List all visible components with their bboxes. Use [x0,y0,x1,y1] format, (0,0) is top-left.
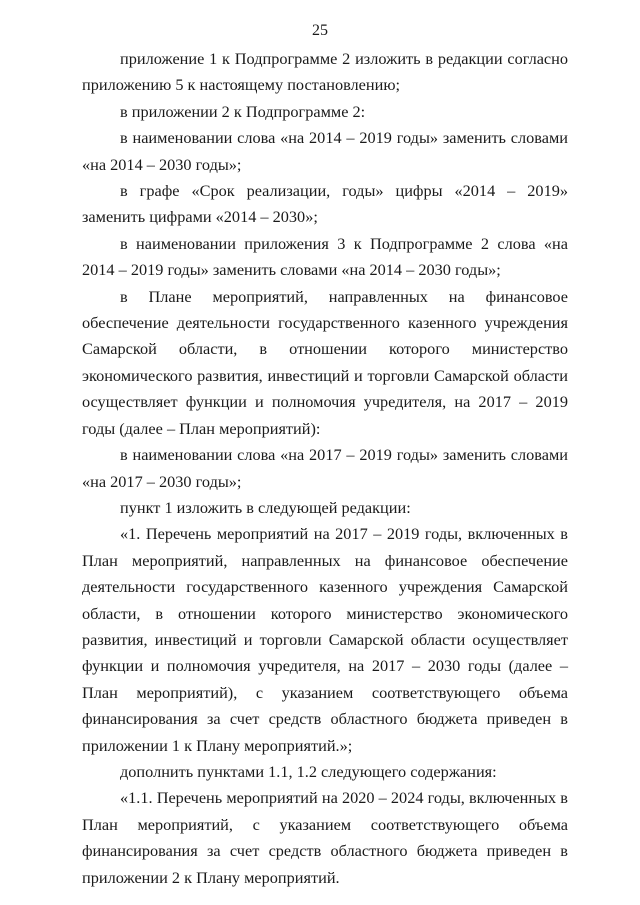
paragraph-item-1-text: «1. Перечень мероприятий на 2017 – 2019 годы, включенных в План мероприятий, направленных на финансовое обеспечение деятельности государственного казенного учреждения Самарской области, в отношении которого министерство экономического развития, инвестиций и торговли Самарской области осуществляет функции и полномочия учредителя, на 2017 – 2030 годы (далее – План мероприятий), с указанием соответствующего объема финансирования за счет средств областного бюджета приведен в приложении 1 к Плану мероприятий.»; [82,524,568,755]
paragraph-appendix-1: приложение 1 к Подпрограмме 2 изложить в редакции согласно приложению 5 к настоящему постановлению; [82,49,568,95]
paragraph-item-1-intro: пункт 1 изложить в следующей редакции: [120,497,411,517]
paragraph-title-years: в наименовании слова «на 2014 – 2019 годы» заменить словами «на 2014 – 2030 годы»; [82,128,568,174]
paragraph-appendix-2-heading: в приложении 2 к Подпрограмме 2: [120,101,366,121]
paragraph-item-1-1-text: «1.1. Перечень мероприятий на 2020 – 2024 годы, включенных в План мероприятий, с указанием соответствующего объема финансирования за счет средств областного бюджета приведен в приложении 2 к Плану мероприятий. [82,788,568,887]
paragraph-items-add-intro: дополнить пунктами 1.1, 1.2 следующего содержания: [120,761,497,781]
paragraph-plan-title-years: в наименовании слова «на 2017 – 2019 годы» заменить словами «на 2017 – 2030 годы»; [82,445,568,491]
paragraph-appendix-3: в наименовании приложения 3 к Подпрограмме 2 слова «на 2014 – 2019 годы» заменить словами «на 2014 – 2030 годы»; [82,233,568,280]
paragraph-column-years: в графе «Срок реализации, годы» цифры «2014 – 2019» заменить цифрами «2014 – 2030»; [82,181,568,227]
page-number: 25 [312,22,328,39]
document-body [82,46,568,891]
paragraph-action-plan: в Плане мероприятий, направленных на финансовое обеспечение деятельности государственного казенного учреждения Самарской области, в отношении которого министерство экономического развития, инвестиций и торговли Самарской области осуществляет функции и полномочия учредителя, на 2017 – 2019 годы (далее – План мероприятий): [82,286,568,438]
